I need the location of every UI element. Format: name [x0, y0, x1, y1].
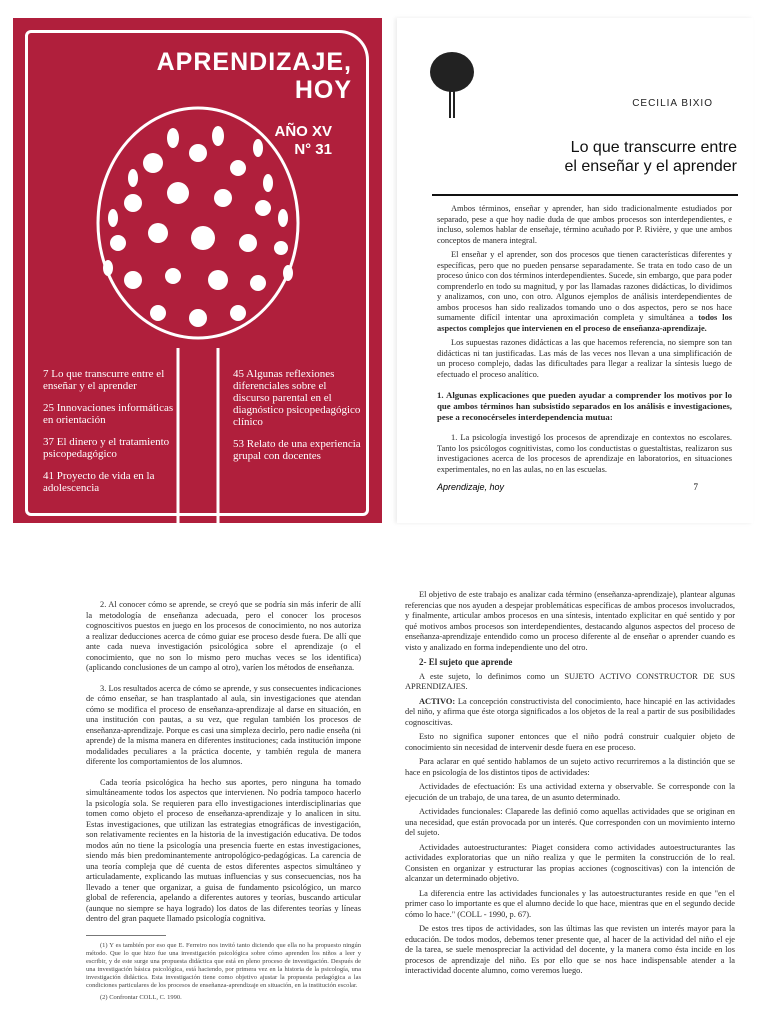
paragraph: Actividades autoestructurantes: Piaget considera como actividades autoestructurantes las actividades exploratorias que un niño realiza y que le permiten la construcción de lo real. Consisten en organizar y estructurar las propias acciones (cognoscitivas) con la intención de alcanzar un determinado objetivo. [405, 842, 735, 883]
page-number: 7 [693, 482, 698, 492]
paragraph: Para aclarar en qué sentido hablamos de un sujeto activo recurriremos a la distinción que se hace en psicología de los distintos tipos de actividades: [405, 757, 735, 777]
paragraph: El objetivo de este trabajo es analizar cada término (enseñanza-aprendizaje), plantear algunas referencias que nos ayuden a despejar problemáticas específicas de ambos procesos involucrados, y finalmente, articular ambos procesos en una síntesis, intentado explicitar en qué sentido y por qué motivos ambos procesos son interdependientes, destacando algunos aspectos del proceso de enseñanza-aprendizaje entendido como un proceso diferente al de enseñar o aprender cuando es visto y analizado en forma independiente uno del otro. [405, 590, 735, 652]
toc-item[interactable]: 45 Algunas reflexiones diferenciales sobre el discurso parental en el diagnóstico psicopedagógico clínico [233, 368, 361, 428]
magazine-cover [13, 18, 382, 523]
paragraph: Actividades funcionales: Claparede las definió como aquellas actividades que se originan en una necesidad, que están provocada por un interés. Que corresponden con un movimiento interno del sujeto. [405, 807, 735, 837]
toc-item[interactable]: 41 Proyecto de vida en la adolescencia [43, 470, 155, 494]
page2-body [86, 600, 361, 1006]
paragraph: ACTIVO: La concepción constructivista del conocimiento, hace hincapié en las actividades del niño, y afirma que éste otorga significados a los objetos de la real a partir de sus posibilidades cognoscitivas. [405, 696, 736, 727]
toc-item[interactable]: 37 El dinero y el tratamiento psicopedagógico [43, 436, 170, 460]
section-heading: 2- El sujeto que aprende [419, 657, 513, 667]
footer-journal: Aprendizaje, hoy [437, 482, 505, 492]
title-divider [432, 194, 738, 196]
paragraph: La diferencia entre las actividades funcionales y las autoestructurantes reside en que "en el primer caso lo importante es que el alumno decide lo que hace, mientras que en el segundo decide cómo lo hace." (COLL - 1990, p. 67). [405, 888, 735, 919]
toc-left-column [43, 368, 183, 494]
cover-year: AÑO XV [274, 123, 332, 140]
paragraph: Los supuestas razones didácticas a las que hacemos referencia, no siempre son tan didácticas ni tan justificadas. Las más de las veces nos llevan a una simplificación de un proceso complejo, dadas las dificultades para llegar a realizar la síntesis luego de efectuado el proceso analítico. [437, 338, 732, 379]
paragraph: 1. La psicología investigó los procesos de aprendizaje en contextos no escolares. Tanto los psicólogos cognitivistas, como los conductistas o guestaltistas, realizaron sus investigaciones acerca de los procesos de aprendizaje en laboratorios, en situaciones experimentales, no en las aulas, no en las escuelas. [437, 433, 732, 474]
article-author: CECILIA BIXIO [632, 98, 713, 109]
paragraph: El enseñar y el aprender, son dos procesos que tienen características diferentes y específicas, pero que no pueden pensarse separadamente. Se trata en todo caso de un proceso único con dos términos interdependientes. Sucede, sin embargo, que para poder comprenderlo en todo su magnitud, y por las llamadas razones didácticas, lo dividimos y analizamos, con uno, con otro. Algunos ejemplos de análisis interdependientes de ambos procesos han sido realizados tomando uno o dos aspectos, pero se nos hace sumamente difícil intentar una aproximación completa y simultánea a todos los aspectos complejos que intervienen en el proceso de enseñanza-aprendizaje. [437, 250, 733, 333]
paragraph: 3. Los resultados acerca de cómo se aprende, y sus consecuentes indicaciones de cómo enseñar, se han trasplantado al aula, sin investigaciones que atendan cómo se modifica el proceso de enseñanza-aprendizaje al darse en situación, en una institución con pautas, a su vez, que regulan también los procesos de enseñanza-aprendizaje. Porque es casi una simpleza decirlo, pero nadie enseña (ni aprende) de la misma manera en diferentes instituciones; cada institución impone modalidades peculiares a la práctica docente, y también regula de manera diferente los comportamientos de los alumnos. [86, 683, 361, 766]
toc-item[interactable]: 7 Lo que transcurre entre el enseñar y el aprender [43, 368, 165, 392]
cover-title-line2: HOY [294, 76, 352, 104]
paragraph: Ambos términos, enseñar y aprender, han sido tradicionalmente estudiados por separado, pese a que hoy nadie duda de que ambos procesos son interdependientes, e incluso, solemos hablar de enseñaje, término acuñado por P. Rivière, y que une ambos conceptos de manera integral. [437, 204, 732, 245]
footnote: (1) Y es también por eso que E. Ferreiro nos invitó tanto diciendo que ella no ha propuesto ningún método. Que lo que hizo fue una investigación psicológica sobre cómo aprenden los niños a leer y escribir, y de este surge una propuesta didáctica que está en pleno proceso de investigación. Después de una investigación básica psicológica, está haciendo, por primera vez en la historia de la psicología, una investigación didáctica. Esta investigación tiene como objetivo ajustar la propuesta pedagógica a las condiciones particulares de los procesos de enseñanza-aprendizaje en situación, en la institución escolar. [86, 941, 361, 989]
toc-right-column [233, 368, 363, 462]
article-first-page [397, 18, 753, 523]
paragraph: De estos tres tipos de actividades, son las últimas las que revisten un interés mayor para la educación. De todos modos, debemos tener presente que, al hacer de la actividad del niño el eje de la tarea, se suele menospreciar la actividad del docente, y la manera como ésta incide en los procesos de aprendizaje del niño. Es por ello que se nos hace indispensable atender a la interactividad docente alumno, como veremos luego. [405, 924, 735, 975]
article-body [437, 204, 732, 479]
tree-logo-icon [427, 50, 477, 120]
page3-body [405, 590, 735, 981]
paragraph: Esto no significa suponer entonces que el niño podrá construir cualquier objeto de conocimiento sin necesidad de intervenir desde fuera en ese proceso. [405, 732, 735, 752]
cover-issue-number: N° 31 [294, 141, 332, 158]
section-heading: 1. Algunas explicaciones que pueden ayudar a comprender los motivos por lo que ambos términos han subsistido separados en los análisis e investigaciones, pese a reconocérseles interdependencia mutua: [437, 390, 732, 422]
toc-item[interactable]: 25 Innovaciones informáticas en orientación [43, 402, 174, 426]
paragraph: 2. Al conocer cómo se aprende, se creyó que se podría sin más inferir de allí la metodología de enseñanza adecuada, pero el conocer los procesos cognoscitivos puestos en juego en los procesos de conocimiento, no nos autoriza a realizar deducciones acerca de cómo guiar ese proceso desde fuera. De allí que ante cada nueva investigación psicológica sobre el aprendizaje (o el conocimiento, que no son lo mismo pero muchas veces se los identifica) (aplicando conclusiones de un campo al otro), varíen los métodos de enseñanza. [86, 600, 361, 672]
paragraph: Cada teoría psicológica ha hecho sus aportes, pero ninguna ha tomado simultáneamente todos los aspectos que intervienen. No podría tampoco hacerlo la psicología sola. Se requieren para ello investigaciones interdisciplinarias que tomen como objeto el proceso de enseñanza-aprendizaje y lo analicen in situ. Estas investigaciones, que utilizan las estrategias etnográficas de investigación, son relativamente recientes en la historia de la investigación educativa. De todos modos aún no tiene la psicología una presencia fuerte en estas investigaciones, siendo más bien predominantemente antropológico-pedagógicas. La carencia de una teoría compleja que dé cuenta de estos diferentes aspectos simultáneo y articuladamente, explicando las mutuas influencias y sus consecuencias, nos ha llevado a tener que organizar, a guisa de fundamento psicológico, un marco global de referencia, apelando a diferentes autores y teorías, buscando articular (aunque no siempre se haya logrado) los datos de las diferentes teorías y líneas dentro del gran paquete llamado psicología cognitiva. [86, 777, 361, 923]
cover-title: APRENDIZAJE, [156, 48, 352, 76]
article-title: Lo que transcurre entre el enseñar y el aprender [564, 139, 737, 175]
article-page-2 [24, 560, 380, 1024]
article-page-3 [395, 560, 755, 1024]
toc-item[interactable]: 53 Relato de una experiencia grupal con docentes [233, 438, 361, 462]
paragraph: Actividades de efectuación: Es una actividad externa y observable. Se corresponde con la ejecución de un trabajo, de una tarea, de un asunto determinado. [405, 782, 735, 802]
footnote: (2) Confrontar COLL, C. 1990. [100, 993, 182, 1001]
paragraph: A este sujeto, lo definimos como un SUJETO ACTIVO CONSTRUCTOR DE SUS APRENDIZAJES. [405, 671, 735, 691]
